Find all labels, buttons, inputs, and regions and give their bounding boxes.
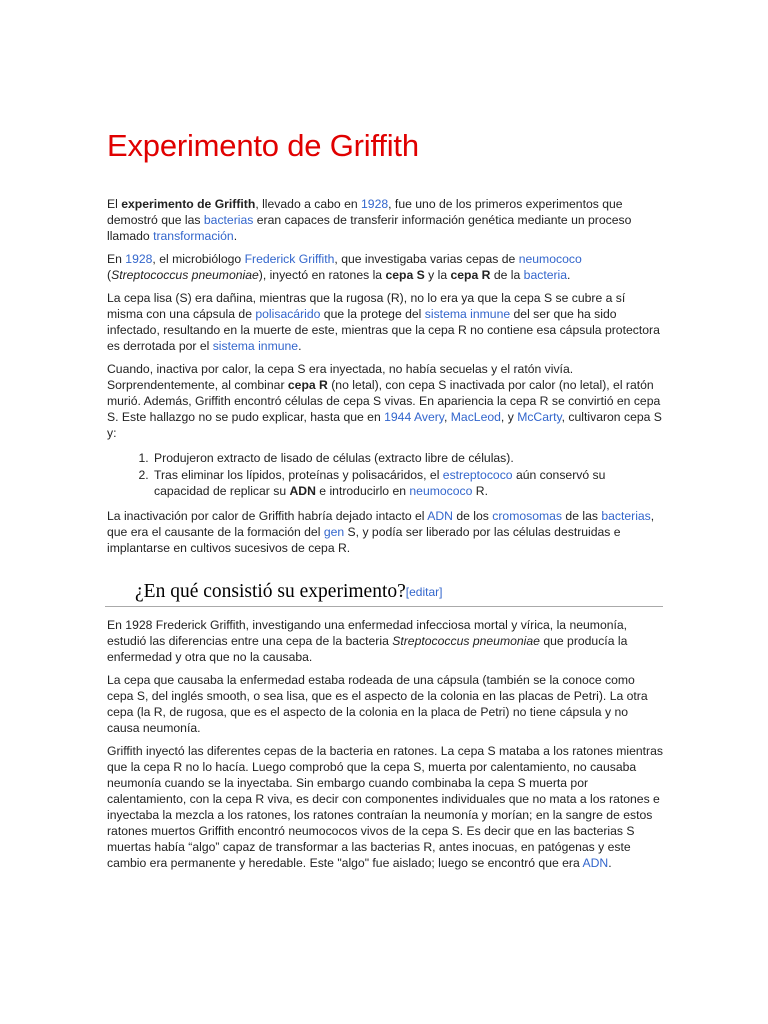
inline-link[interactable]: neumococo xyxy=(409,484,473,498)
inline-link[interactable]: neumococo xyxy=(518,252,582,266)
text-run: . xyxy=(608,856,612,870)
bold-text: experimento de Griffith xyxy=(121,197,256,211)
section-heading xyxy=(105,580,663,607)
text-run: , que investigaba varias cepas de xyxy=(334,252,519,266)
text-run: e introducirlo en xyxy=(315,484,410,498)
steps-list xyxy=(107,450,663,499)
text-run: , el microbiólogo xyxy=(152,252,245,266)
inline-link[interactable]: 1928 xyxy=(361,197,389,211)
inline-link[interactable]: sistema inmune xyxy=(212,339,299,353)
text-run: R. xyxy=(472,484,488,498)
section-heading-text: ¿En qué consistió su experimento? xyxy=(135,581,406,602)
page-title: Experimento de Griffith xyxy=(107,128,419,163)
text-run: . xyxy=(298,339,302,353)
inline-link[interactable]: cromosomas xyxy=(492,509,563,523)
text-run: En xyxy=(107,252,126,266)
text-run: eran capaces de transferir información genética mediante un proceso llamado xyxy=(107,213,632,243)
text-run: de los xyxy=(452,509,493,523)
text-run: de la xyxy=(490,268,524,282)
inline-link[interactable]: ADN xyxy=(427,509,453,523)
text-run: El xyxy=(107,197,122,211)
text-run: aún conservó su capacidad de replicar su xyxy=(154,468,606,498)
intro-paragraph xyxy=(107,290,663,354)
text-run: (no letal), con cepa S inactivada por calor (no letal), el ratón murió. Además, Griffith encontró células de cepa S vivas. En apariencia la cepa R se convirtió en cepa S. Este hallazgo no se pudo explicar, hasta que en xyxy=(107,378,661,424)
closing-paragraph xyxy=(107,508,663,556)
section-paragraph xyxy=(107,743,663,871)
text-run: S, y podía ser liberado por las células destruidas e implantarse en cultivos sucesivos de cepa R. xyxy=(107,525,621,555)
bold-text: cepa R xyxy=(287,378,328,392)
text-run: Produjeron extracto de lisado de células (extracto libre de células). xyxy=(154,451,514,465)
inline-link[interactable]: gen xyxy=(323,525,345,539)
text-run: que la protege del xyxy=(320,307,425,321)
text-run: , xyxy=(444,410,451,424)
inline-link[interactable]: bacterias xyxy=(601,509,651,523)
inline-link[interactable]: MacLeod xyxy=(450,410,501,424)
inline-link[interactable]: estreptococo xyxy=(442,468,513,482)
list-item xyxy=(152,467,663,499)
text-run: En 1928 Frederick Griffith, investigando una enfermedad infecciosa mortal y vírica, la neumonía, estudió las diferencias entre una cepa de la bacteria xyxy=(107,618,628,648)
inline-link[interactable]: sistema inmune xyxy=(424,307,511,321)
intro-paragraph xyxy=(107,251,663,283)
text-run: , fue uno de los primeros experimentos que demostró que las xyxy=(107,197,623,227)
bold-text: ADN xyxy=(289,484,316,498)
text-run: , cultivaron cepa S y: xyxy=(107,410,662,440)
inline-link[interactable]: bacterias xyxy=(203,213,254,227)
text-run: ), inyectó en ratones la xyxy=(258,268,386,282)
bold-text: cepa S xyxy=(385,268,425,282)
section-paragraph xyxy=(107,672,663,736)
inline-link[interactable]: McCarty xyxy=(517,410,562,424)
text-run: que producía la enfermedad y otra que no la causaba. xyxy=(107,634,628,664)
text-run: de las xyxy=(562,509,602,523)
text-run: , llevado a cabo en xyxy=(255,197,362,211)
text-run: La cepa lisa (S) era dañina, mientras que la rugosa (R), no lo era ya que la cepa S se cubre a sí misma con una cápsula de xyxy=(107,291,626,321)
intro-paragraph xyxy=(107,361,663,441)
article-body xyxy=(107,196,663,878)
text-run: del ser que ha sido infectado, resultando en la muerte de este, mientras que la cepa R no contiene esa cápsula protectora es derrotada por el xyxy=(107,307,660,353)
inline-link[interactable]: 1944 xyxy=(384,410,412,424)
text-run: , y xyxy=(500,410,518,424)
text-run: La cepa que causaba la enfermedad estaba rodeada de una cápsula (también se la conoce como cepa S, del inglés smooth, o sea lisa, que es el aspecto de la colonia en las placas de Petri). La otra cepa (la R, de rugosa, que es el aspecto de la colonia en la placa de Petri) no tiene cápsula y no causa neumonía. xyxy=(107,673,648,735)
text-run: Griffith inyectó las diferentes cepas de la bacteria en ratones. La cepa S mataba a los ratones mientras que la cepa R no lo hacía. Luego comprobó que la cepa S, muerta por calentamiento, no causaba neumonía cuando se la inyectaba. Sin embargo cuando combinaba la cepa S muerta por calentamiento, con la cepa R viva, es decir con componentes individuales que no mata a los ratones e inyectaba la mezcla a los ratones, los ratones contraían la neumonía y morían; en la sangre de estos ratones muertos Griffith encontró neumococos vivos de la cepa S. Es decir que en las bacterias S muertas había “algo” capaz de transformar a las bacterias R, antes inocuas, en patógenas y este cambio era permanente y heredable. Este "algo" fue aislado; luego se encontró que era xyxy=(107,744,663,870)
inline-link[interactable]: transformación xyxy=(153,229,234,243)
inline-link[interactable]: bacteria xyxy=(523,268,568,282)
inline-link[interactable]: polisacárido xyxy=(255,307,321,321)
text-run: y la xyxy=(424,268,451,282)
text-run: ( xyxy=(107,268,112,282)
text-run: Cuando, inactiva por calor, la cepa S era inyectada, no había secuelas y el ratón vivía. Sorprendentemente, al combinar xyxy=(107,362,574,392)
edit-section-link[interactable]: [editar] xyxy=(405,585,443,599)
text-run: . xyxy=(233,229,238,243)
inline-link[interactable]: 1928 xyxy=(125,252,153,266)
inline-link[interactable]: Avery xyxy=(413,410,444,424)
italic-text: Streptococcus pneumoniae xyxy=(111,268,259,282)
text-run: . xyxy=(567,268,571,282)
text-run: , que era el causante de la formación del xyxy=(107,509,655,539)
bold-text: cepa R xyxy=(450,268,491,282)
list-item xyxy=(152,450,663,466)
text-run: Tras eliminar los lípidos, proteínas y polisacáridos, el xyxy=(154,468,443,482)
inline-link[interactable]: ADN xyxy=(582,856,609,870)
intro-paragraph xyxy=(107,196,663,244)
text-run: La inactivación por calor de Griffith habría dejado intacto el xyxy=(107,509,428,523)
inline-link[interactable]: Frederick Griffith xyxy=(244,252,335,266)
italic-text: Streptococcus pneumoniae xyxy=(392,634,540,648)
section-paragraph xyxy=(107,617,663,665)
